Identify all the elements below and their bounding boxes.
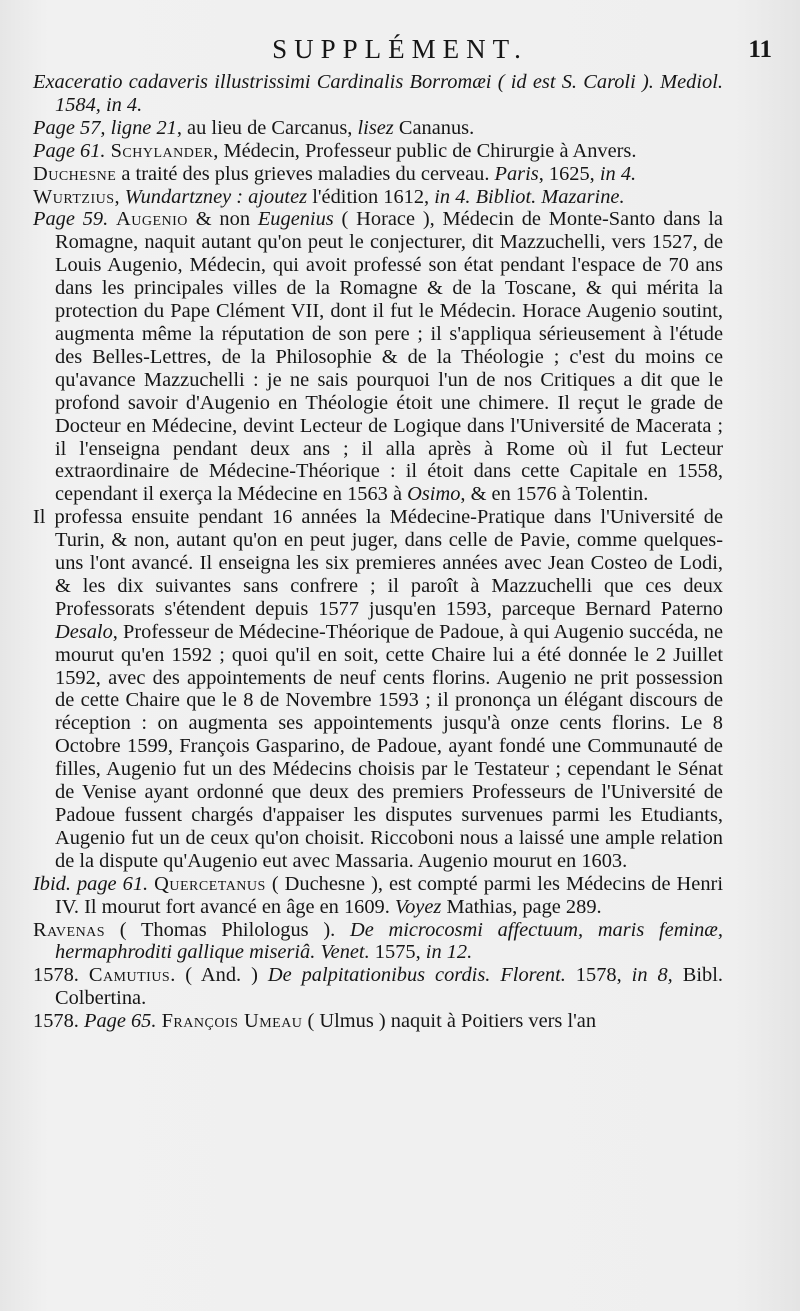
entry-text-run: François Umeau: [161, 1010, 303, 1033]
text-entry: [33, 186, 723, 209]
entry-text-run: , au lieu de Carcanus,: [176, 116, 358, 139]
page-header: [0, 34, 800, 74]
text-entry: [33, 71, 723, 117]
entry-text-run: a traité des plus grieves maladies du cerveau.: [116, 162, 495, 185]
entry-text-run: . ( And. ): [170, 964, 268, 987]
entry-text-run: Ravenas: [33, 918, 106, 941]
text-entry: [33, 964, 723, 1010]
entry-text-run: ( Thomas Philologus ).: [105, 918, 350, 941]
text-entry: [33, 919, 723, 965]
text-entry: [33, 506, 723, 873]
entry-text-run: Augenio: [116, 208, 188, 231]
entry-text-run: Exaceratio cadaveris illustrissimi Cardinalis Borromæi ( id est S. Caroli ). Mediol. 1584, in 4.: [33, 71, 723, 116]
entry-text-run: Voyez: [394, 895, 442, 918]
entry-text-run: in 12.: [425, 941, 473, 964]
entry-text-run: 1578.: [33, 964, 89, 987]
entry-text-run: De palpitationibus cordis. Florent.: [267, 964, 566, 987]
entry-text-run: Duchesne: [33, 162, 117, 185]
entry-text-run: 1578,: [565, 964, 632, 987]
entry-text-run: Page 59.: [33, 208, 117, 231]
text-entry: [33, 208, 723, 506]
entry-text-run: ,: [114, 185, 125, 208]
text-entry: [33, 163, 723, 186]
entry-text-run: , Médecin, Professeur public de Chirurgie à Anvers.: [213, 139, 637, 162]
entry-text-run: Eugenius: [257, 208, 334, 231]
entry-text-run: Wurtzius: [33, 185, 115, 208]
entry-text-run: Camutius: [88, 964, 171, 987]
entry-text-run: 1575,: [369, 941, 426, 964]
text-entry: [33, 117, 723, 140]
entry-text-run: in 8,: [631, 964, 673, 987]
entry-text-run: l'édition 1612,: [307, 185, 435, 208]
entry-text-run: , ligne 21: [100, 116, 177, 139]
page-body: [33, 71, 723, 1033]
entry-text-run: Bibl. Colbertina.: [55, 964, 723, 1010]
entry-text-run: Mathias, page 289.: [441, 895, 602, 918]
text-entry: [33, 873, 723, 919]
entry-text-run: Ibid. page 61.: [33, 872, 155, 895]
page-number: 11: [748, 36, 772, 63]
running-head: SUPPLÉMENT.: [272, 34, 528, 64]
entry-text-run: , 1625,: [538, 162, 600, 185]
entry-text-run: De microcosmi affectuum, maris feminæ, hermaphroditi gallique miseriâ. Venet.: [55, 918, 723, 964]
entry-text-run: in 4. Bibliot. Mazarine.: [434, 185, 625, 208]
entry-text-run: Cananus.: [393, 116, 475, 139]
entry-text-run: Page 57: [33, 116, 101, 139]
entry-text-run: & non: [187, 208, 258, 231]
entry-text-run: Schylander: [110, 139, 214, 162]
entry-text-run: Osimo: [407, 483, 461, 506]
text-entry: [33, 1010, 723, 1033]
entry-text-run: 1578.: [33, 1010, 84, 1033]
text-entry: [33, 140, 723, 163]
entry-text-run: , Professeur de Médecine-Théorique de Padoue, à qui Augenio succéda, ne mourut qu'en 1592 ; quoi qu'il en soit, cette Chaire lui a été donnée le 2 Juillet 1592, avec des appointements de neuf cents florins. Augenio ne prit possession de cette Chaire que le 8 de Novembre 1593 ; il prononça un élégant discours de réception : on augmenta ses appointements jusqu'à onze cents florins. Le 8 Octobre 1599, François Gasparino, de Padoue, ayant fondé une Communauté de filles, Augenio fut un des Médecins choisis par le Testateur ; cependant le Sénat de Venise ayant ordonné que deux des premiers Professeurs de l'Université de Padoue fussent chargés d'appaiser les disputes survenues parmi les Etudiants, Augenio fut un de ceux qu'on choisit. Riccoboni nous a laissé une ample relation de la dispute qu'Augenio eut avec Massaria. Augenio mourut en 1603.: [55, 620, 723, 872]
entry-text-run: lisez: [357, 116, 394, 139]
entry-text-run: ( Ulmus ) naquit à Poitiers vers l'an: [302, 1010, 597, 1033]
entry-text-run: in 4.: [599, 162, 637, 185]
entry-text-run: Desalo: [55, 620, 113, 643]
entry-text-run: Wundartzney : ajoutez: [124, 185, 308, 208]
entry-text-run: , & en 1576 à Tolentin.: [460, 483, 649, 506]
entry-text-run: Il professa ensuite pendant 16 années la Médecine-Pratique dans l'Université de Turin, & non, autant qu'on en peut juger, dans celle de Pavie, comme quelques-uns l'ont avancé. Il enseigna les six premieres années avec Jean Costeo de Lodi, & les dix suivantes sans confrere ; il paroît à Mazzuchelli que ces deux Professorats s'étendent depuis 1577 jusqu'en 1593, parceque Bernard Paterno: [33, 506, 723, 620]
entry-text-run: Page 61.: [33, 139, 111, 162]
entry-text-run: ( Horace ), Médecin de Monte-Santo dans la Romagne, naquit autant qu'on peut le conjecturer, dit Mazzuchelli, vers 1527, de Louis Augenio, Médecin, qui avoit professé son état pendant l'espace de 70 ans dans les principales villes de la Romagne & de la Toscane, & qui mérita la protection du Pape Clément VII, dont il fut le Médecin. Horace Augenio soutint, augmenta même la réputation de son pere ; il s'appliqua sérieusement à l'étude des Belles-Lettres, de la Philosophie & de la Théologie ; c'est du moins ce qu'avance Mazzuchelli : je ne sais pourquoi l'un de nos Critiques a dit que le profond savoir d'Augenio en Théologie étoit une chimere. Il reçut le grade de Docteur en Médecine, devint Lecteur de Logique dans l'Université de Macerata ; il l'enseigna pendant deux ans ; il alla après à Rome où il fut Lecteur extraordinaire de Médecine-Théorique : il étoit dans cette Capitale en 1558, cependant il exerça la Médecine en 1563 à: [55, 208, 723, 506]
entry-text-run: Page 65.: [83, 1010, 162, 1033]
entry-text-run: Paris: [494, 162, 539, 185]
entry-text-run: ( Duchesne ), est compté parmi les Médecins de Henri IV. Il mourut fort avancé en âge en 1609.: [55, 872, 723, 918]
entry-text-run: Quercetanus: [154, 872, 266, 895]
